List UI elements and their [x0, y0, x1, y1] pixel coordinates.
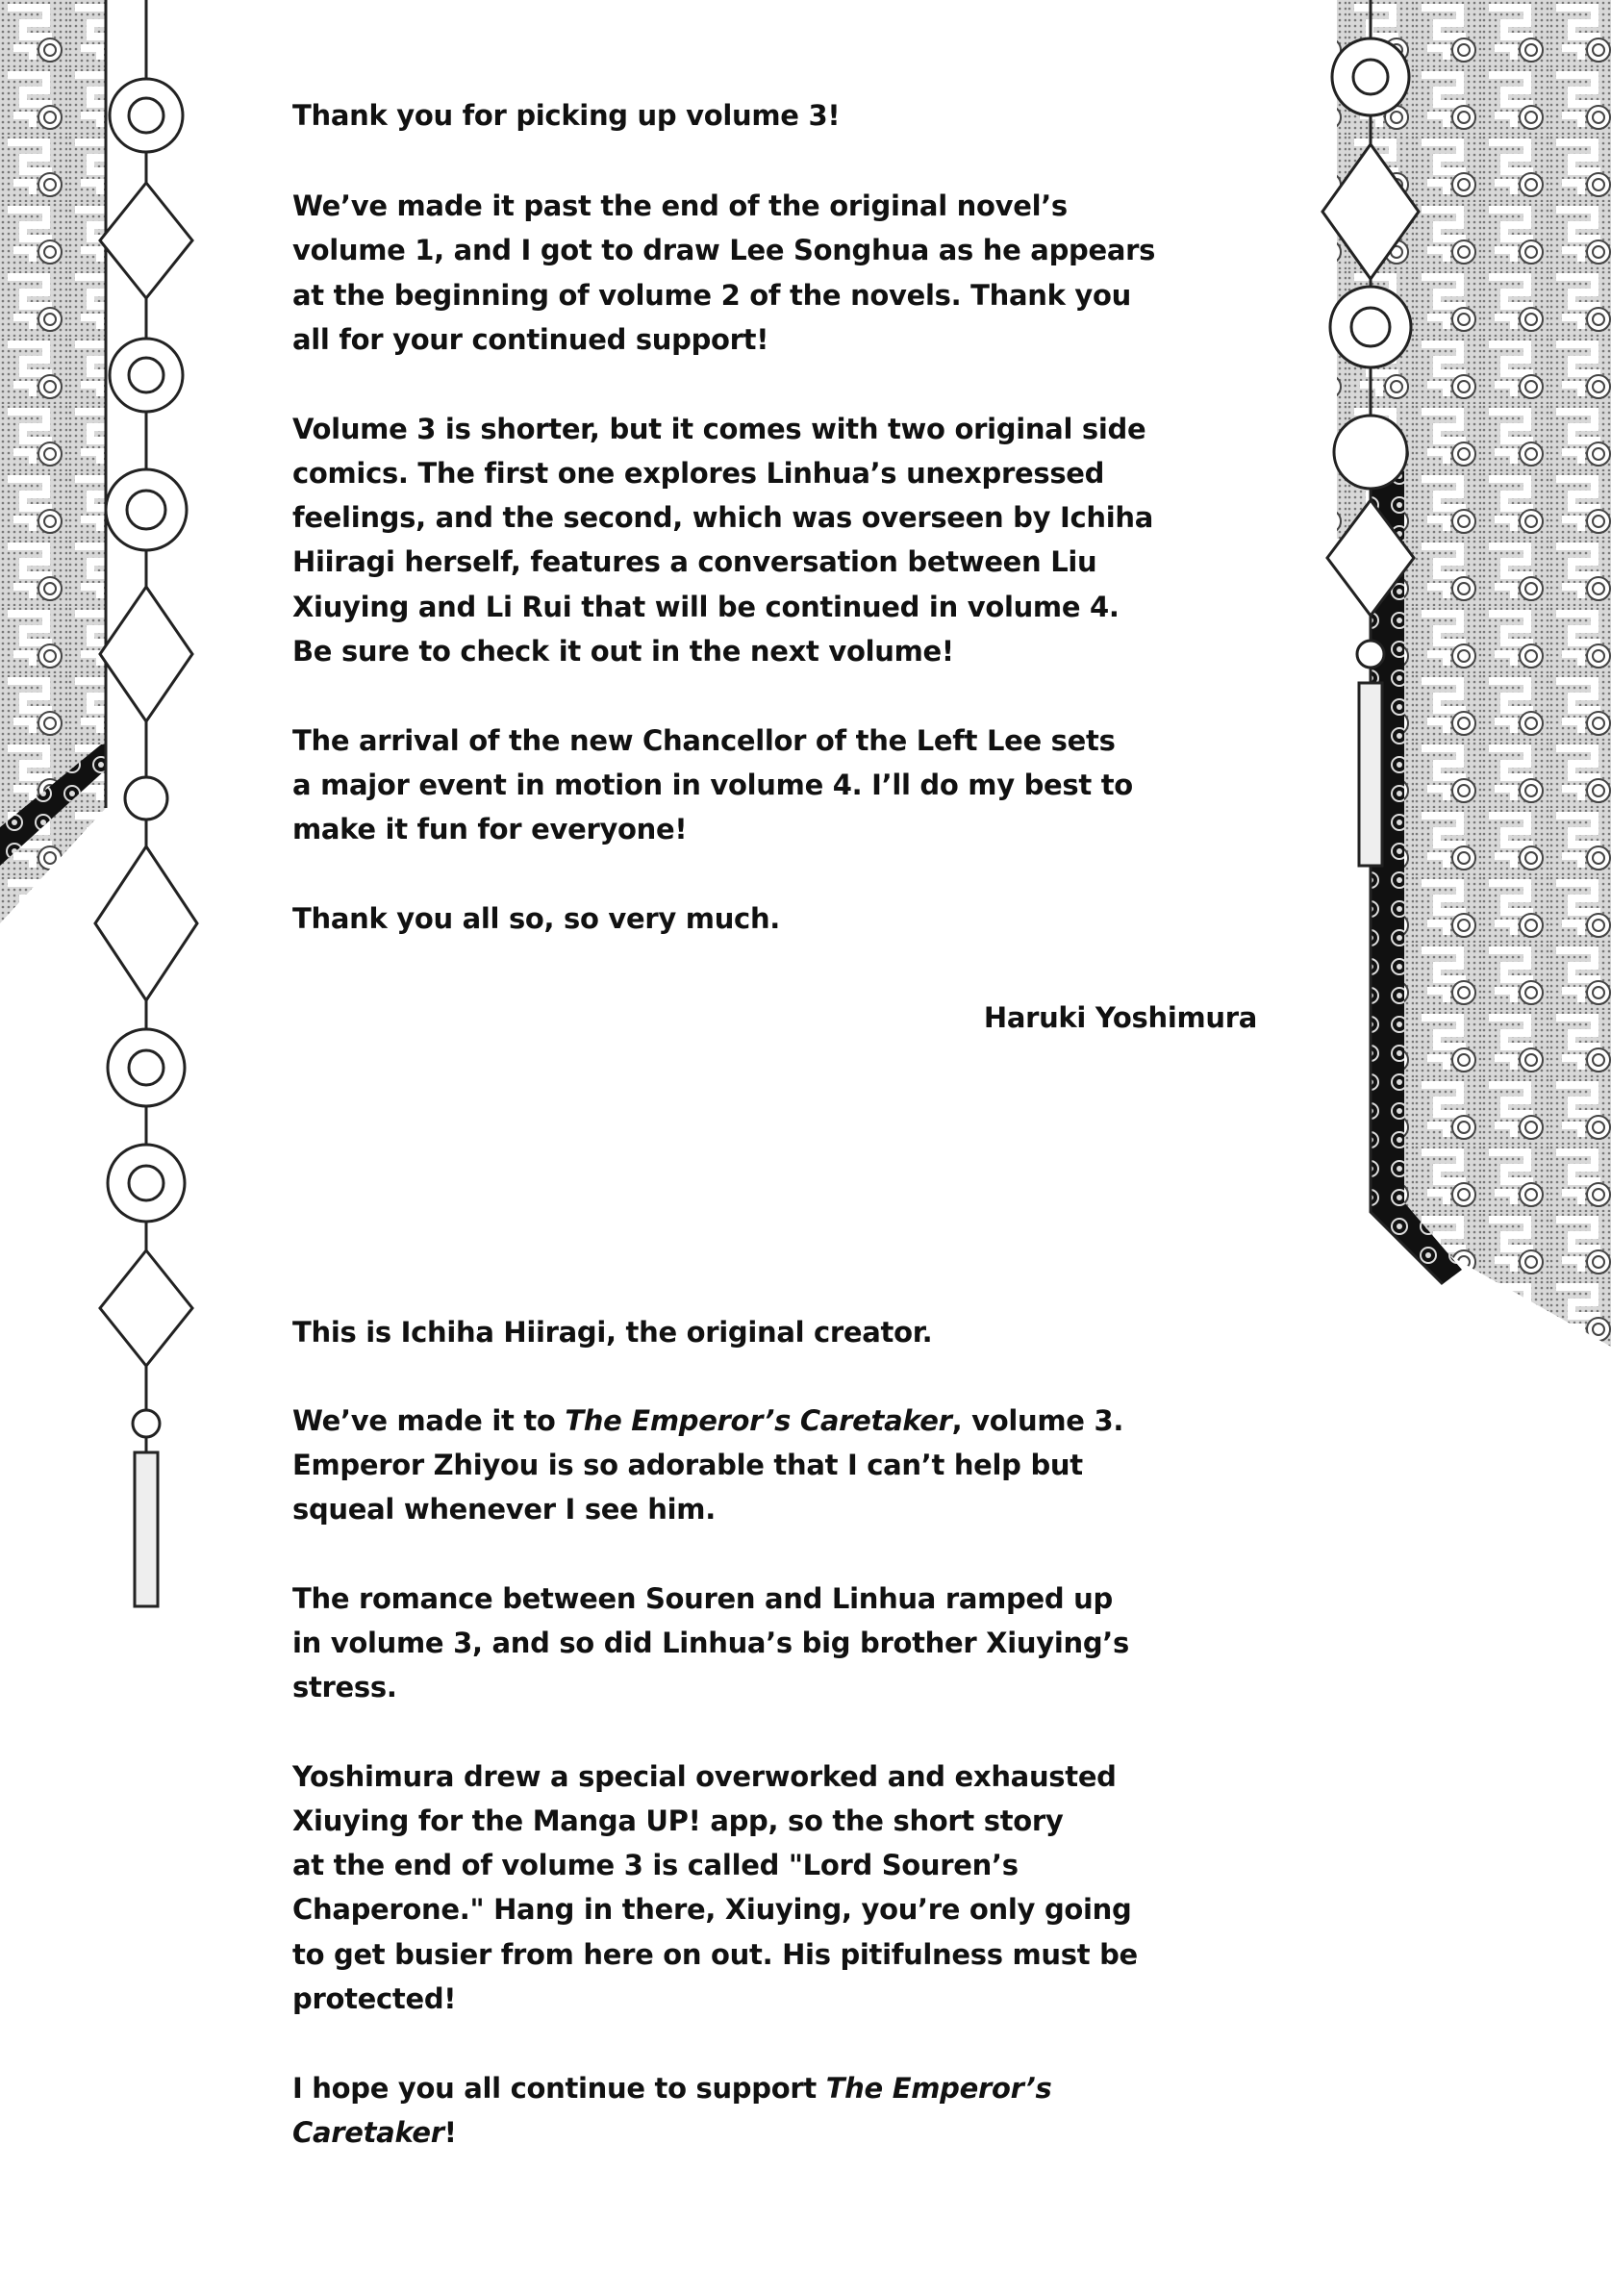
- text-segment: The arrival of the new Chancellor of the Left Lee sets: [292, 724, 1116, 757]
- text-line: [292, 635, 954, 668]
- text-line: [292, 1629, 1129, 1657]
- text-segment: Be sure to check it out in the next volume!: [292, 635, 954, 668]
- text-segment: Volume 3 is shorter, but it comes with two original side: [292, 413, 1146, 445]
- text-line: [292, 189, 1068, 222]
- text-line: [292, 279, 1131, 312]
- text-segment: I hope you all continue to support: [292, 2072, 826, 2105]
- text-line: [292, 1893, 1132, 1926]
- text-segment: all for your continued support!: [292, 323, 769, 356]
- text-segment: The romance between Souren and Linhua ramped up: [292, 1582, 1113, 1615]
- text-line: [292, 1804, 1064, 1837]
- text-line: [292, 545, 1097, 578]
- text-line: [292, 1316, 933, 1349]
- hanging-knot-ornament: [95, 0, 197, 1606]
- text-line: [292, 323, 769, 356]
- text-segment: Thank you all so, so very much.: [292, 902, 781, 935]
- text-line: [292, 1938, 1138, 1971]
- text-segment: protected!: [292, 1982, 457, 2015]
- text-segment: Thank you for picking up volume 3!: [292, 99, 841, 132]
- text-line: [292, 501, 1154, 534]
- book-title-italic: Caretaker: [292, 2116, 444, 2149]
- text-segment: to get busier from here on out. His pitifulness must be: [292, 1938, 1138, 1971]
- text-segment: at the beginning of volume 2 of the novels. Thank you: [292, 279, 1131, 312]
- text-segment: make it fun for everyone!: [292, 813, 688, 845]
- text-line: [292, 1404, 1124, 1437]
- text-line: [292, 813, 688, 845]
- text-segment: a major event in motion in volume 4. I’ll do my best to: [292, 769, 1133, 801]
- text-segment: stress.: [292, 1671, 397, 1703]
- text-line: [292, 593, 1120, 621]
- text-line: [292, 1582, 1113, 1615]
- text-segment: This is Ichiha Hiiragi, the original creator.: [292, 1316, 933, 1349]
- text-segment: We’ve made it past the end of the original novel’s: [292, 189, 1068, 222]
- text-segment: Emperor Zhiyou is so adorable that I can’t help but: [292, 1449, 1083, 1481]
- text-segment: Yoshimura drew a special overworked and exhausted: [292, 1760, 1117, 1793]
- text-line: [292, 2116, 457, 2149]
- text-segment: comics. The first one explores Linhua’s unexpressed: [292, 457, 1105, 490]
- text-segment: feelings, and the second, which was overseen by Ichiha: [292, 501, 1154, 534]
- text-segment: , volume 3.: [951, 1404, 1124, 1437]
- text-line: [292, 1451, 1083, 1479]
- book-title-italic: The Emperor’s Caretaker: [565, 1404, 952, 1437]
- text-line: [292, 2072, 1052, 2105]
- text-line: [292, 902, 781, 935]
- book-title-italic: The Emperor’s: [825, 2072, 1052, 2105]
- text-line: [292, 1671, 397, 1703]
- text-line: [292, 771, 1133, 799]
- text-line: [292, 1849, 1019, 1881]
- text-line: [292, 413, 1146, 445]
- text-line: [292, 457, 1105, 490]
- text-segment: squeal whenever I see him.: [292, 1493, 716, 1526]
- text-line: [292, 1493, 716, 1526]
- text-segment: We’ve made it to: [292, 1404, 566, 1437]
- text-line: [292, 1982, 457, 2015]
- artist-signature: Haruki Yoshimura: [983, 1001, 1257, 1034]
- text-line: [292, 234, 1156, 266]
- text-segment: at the end of volume 3 is called "Lord Souren’s: [292, 1849, 1019, 1881]
- text-segment: volume 1, and I got to draw Lee Songhua as he appears: [292, 234, 1156, 266]
- text-line: [292, 99, 841, 132]
- text-line: [292, 1760, 1117, 1793]
- text-segment: !: [443, 2116, 457, 2149]
- text-segment: Hiiragi herself, features a conversation between Liu: [292, 545, 1097, 578]
- text-line: [292, 724, 1116, 757]
- text-segment: Chaperone." Hang in there, Xiuying, you’re only going: [292, 1893, 1132, 1926]
- text-segment: in volume 3, and so did Linhua’s big brother Xiuying’s: [292, 1627, 1129, 1659]
- text-segment: Xiuying for the Manga UP! app, so the short story: [292, 1804, 1064, 1837]
- text-segment: Xiuying and Li Rui that will be continued in volume 4.: [292, 591, 1120, 623]
